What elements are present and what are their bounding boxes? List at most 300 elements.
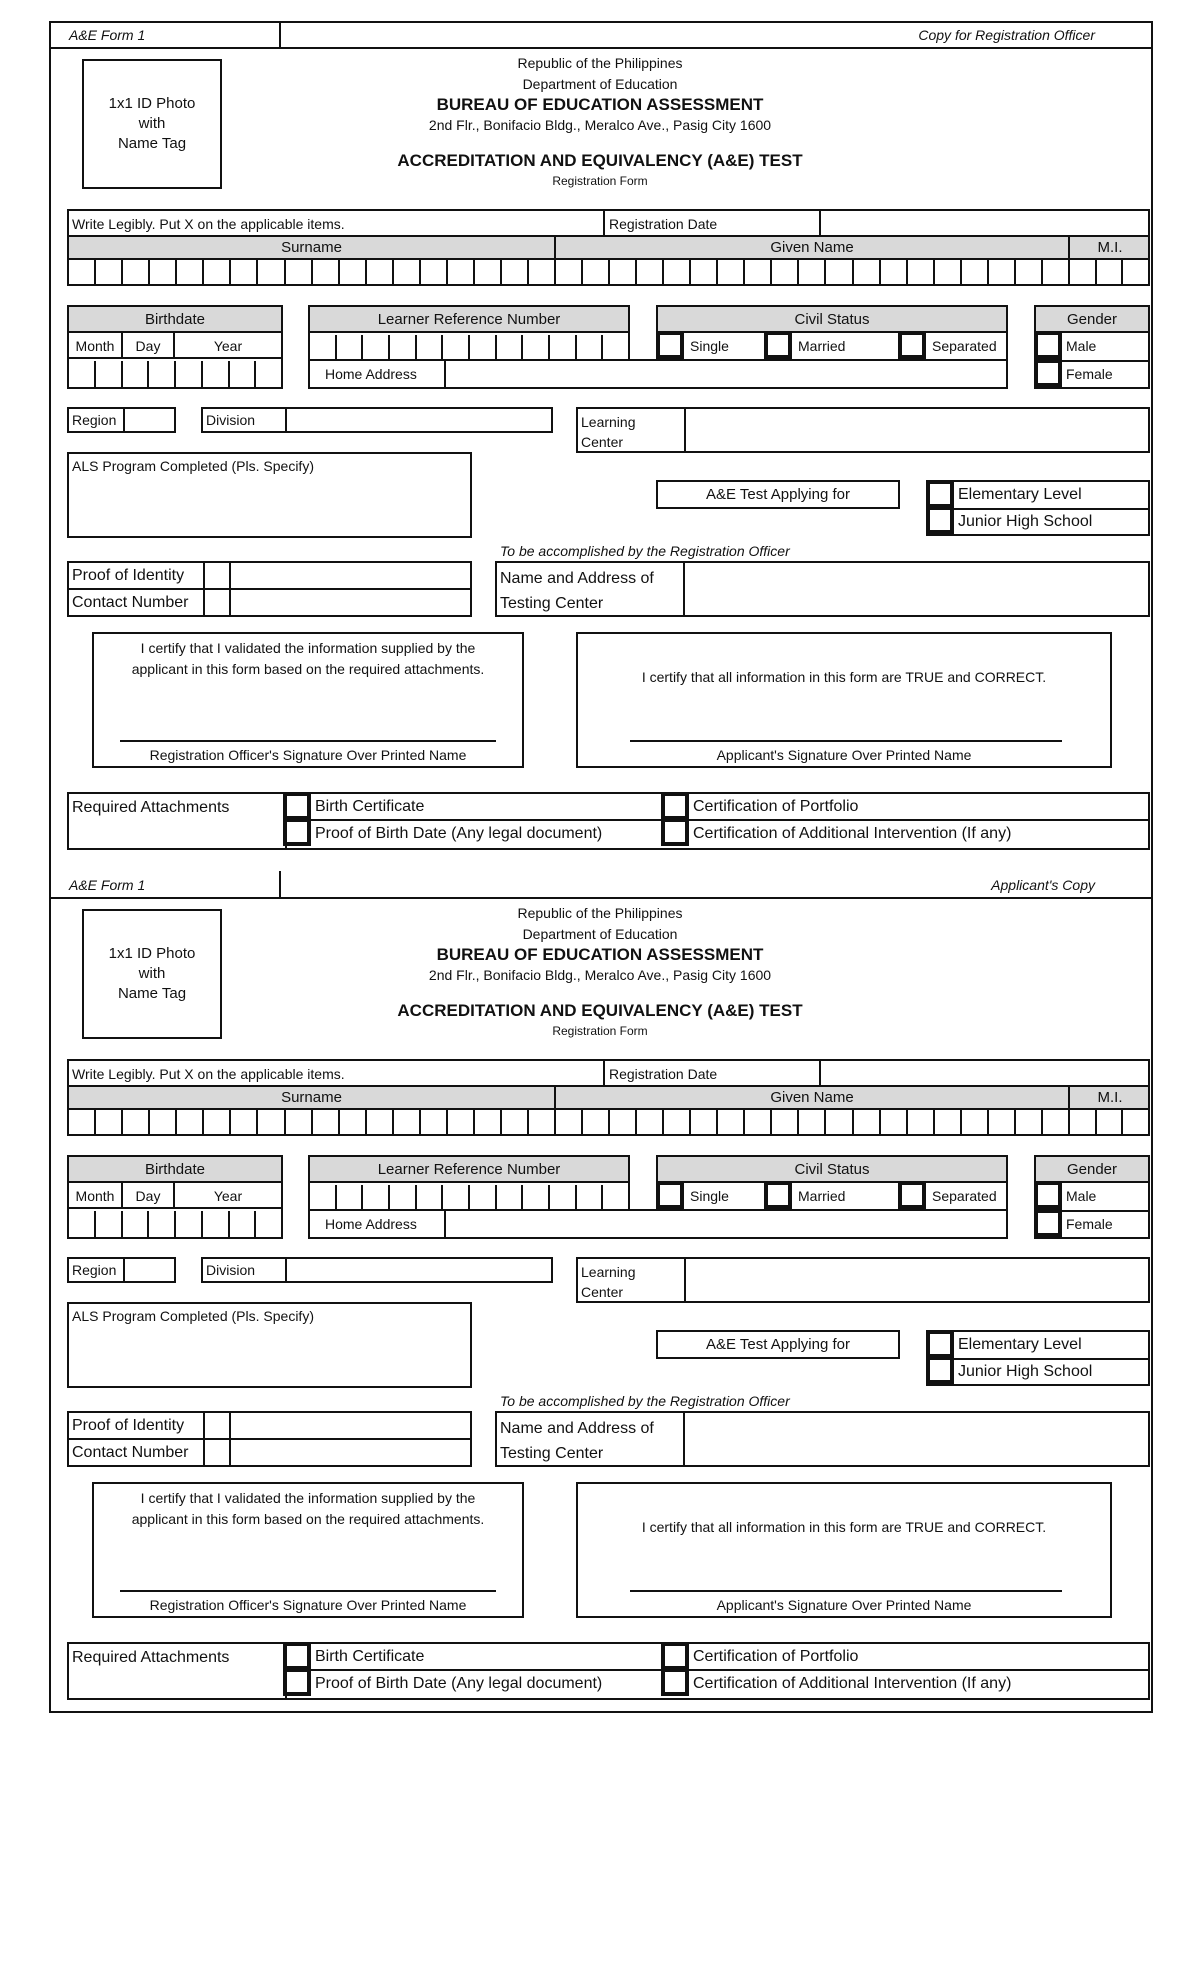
character-cell[interactable] (718, 260, 745, 284)
certification-of-portfolio-checkbox[interactable] (661, 792, 689, 820)
character-cell[interactable] (367, 260, 394, 284)
character-cell[interactable] (881, 1110, 908, 1134)
home-address-label: Home Address (325, 366, 417, 382)
character-cell[interactable] (745, 260, 772, 284)
copy-label: Copy for Registration Officer (918, 27, 1095, 43)
form-code: A&E Form 1 (69, 27, 146, 43)
elementary-level-checkbox[interactable] (926, 1330, 954, 1358)
character-cell[interactable] (123, 1211, 150, 1237)
character-cell[interactable] (577, 335, 604, 359)
character-cell[interactable] (230, 1211, 257, 1237)
officer-signature-line[interactable] (120, 1590, 496, 1592)
character-cell[interactable] (475, 260, 502, 284)
female-label: Female (1066, 1216, 1113, 1232)
learning-center-label (581, 412, 636, 452)
testing-center-label-line2: Testing Center (500, 595, 604, 612)
character-cell[interactable] (556, 1110, 583, 1134)
male-checkbox[interactable] (1034, 1181, 1062, 1209)
proof-of-identity-field[interactable] (231, 1413, 470, 1438)
form-subtitle: Registration Form (552, 1024, 648, 1038)
junior-high-school-checkbox[interactable] (926, 1356, 954, 1384)
certification-of-portfolio-label: Certification of Portfolio (693, 1648, 859, 1665)
civil-status-header: Civil Status (658, 307, 1006, 333)
character-cell[interactable] (502, 1110, 529, 1134)
surname-header: Surname (281, 1089, 342, 1106)
female-checkbox[interactable] (1034, 359, 1062, 387)
als-program-label: ALS Program Completed (Pls. Specify) (72, 458, 314, 474)
proof-of-birth-date-checkbox[interactable] (283, 818, 311, 846)
mi-cells[interactable] (1070, 260, 1148, 284)
character-cell[interactable] (337, 335, 364, 359)
learning-center-label (581, 1262, 636, 1302)
officer-certification-box (92, 632, 524, 768)
character-cell[interactable] (908, 1110, 935, 1134)
name-cells-row (67, 258, 1150, 286)
learning-center-row (576, 1257, 1150, 1303)
character-cell[interactable] (286, 260, 313, 284)
character-cell[interactable] (523, 1185, 550, 1209)
character-cell[interactable] (96, 260, 123, 284)
character-cell[interactable] (394, 1110, 421, 1134)
form-header (300, 902, 900, 1040)
region-row (67, 407, 176, 433)
als-program-label: ALS Program Completed (Pls. Specify) (72, 1308, 314, 1324)
region-label: Region (72, 412, 117, 428)
character-cell[interactable] (231, 260, 258, 284)
division-label: Division (206, 1262, 256, 1278)
header-bureau: BUREAU OF EDUCATION ASSESSMENT (436, 945, 764, 964)
learning-center-field[interactable] (686, 409, 1148, 451)
testing-center-label (500, 1416, 654, 1466)
separated-checkbox[interactable] (898, 1181, 926, 1209)
applicant-signature-line[interactable] (630, 740, 1062, 742)
registration-date-label: Registration Date (609, 1066, 718, 1082)
birth-certificate-checkbox[interactable] (283, 792, 311, 820)
officer-cert-line2: applicant in this form based on the required attachments. (131, 661, 485, 677)
form-title: ACCREDITATION AND EQUIVALENCY (A&E) TEST (397, 151, 803, 170)
month-label: Month (75, 1188, 115, 1204)
character-cell[interactable] (550, 335, 577, 359)
character-cell[interactable] (1097, 1110, 1124, 1134)
identity-contact-block (67, 561, 472, 617)
photo-line-2: with (138, 965, 166, 982)
header-department: Department of Education (522, 76, 678, 92)
birth-certificate-checkbox[interactable] (283, 1642, 311, 1670)
character-cell[interactable] (363, 1185, 390, 1209)
year-label: Year (213, 1188, 243, 1204)
character-cell[interactable] (691, 1110, 718, 1134)
character-cell[interactable] (1043, 1110, 1068, 1134)
proof-of-birth-date-checkbox[interactable] (283, 1668, 311, 1696)
character-cell[interactable] (177, 1110, 204, 1134)
gender-header: Gender (1036, 307, 1148, 333)
character-cell[interactable] (176, 1211, 203, 1237)
certification-of-portfolio-checkbox[interactable] (661, 1642, 689, 1670)
proof-of-birth-date-label: Proof of Birth Date (Any legal document) (315, 1675, 603, 1692)
birthdate-header: Birthdate (69, 1157, 281, 1183)
proof-of-identity-field[interactable] (231, 563, 470, 588)
required-attachments-block (67, 792, 1150, 850)
division-field[interactable] (287, 409, 551, 431)
division-row (201, 407, 553, 433)
character-cell[interactable] (854, 260, 881, 284)
character-cell[interactable] (610, 260, 637, 284)
officer-note: To be accomplished by the Registration Officer (500, 1393, 790, 1409)
form-code-strip (49, 21, 1153, 49)
home-address-row (308, 359, 1008, 389)
character-cell[interactable] (881, 260, 908, 284)
character-cell[interactable] (691, 260, 718, 284)
male-label: Male (1066, 338, 1097, 354)
testing-center-row (495, 1411, 1150, 1467)
division-row (201, 1257, 553, 1283)
character-cell[interactable] (96, 1110, 123, 1134)
elementary-level-label: Elementary Level (958, 486, 1082, 503)
character-cell[interactable] (497, 335, 524, 359)
birthdate-header: Birthdate (69, 307, 281, 333)
region-field[interactable] (125, 409, 174, 431)
character-cell[interactable] (340, 1110, 367, 1134)
given-name-cells[interactable] (556, 260, 1070, 284)
officer-cert-text (94, 1488, 522, 1530)
applicant-certification-box (576, 632, 1112, 768)
character-cell[interactable] (286, 1110, 313, 1134)
married-label: Married (798, 338, 846, 354)
civil-status-block (656, 305, 1008, 361)
female-checkbox[interactable] (1034, 1209, 1062, 1237)
character-cell[interactable] (258, 1110, 285, 1134)
character-cell[interactable] (826, 1110, 853, 1134)
character-cell[interactable] (443, 1185, 470, 1209)
junior-high-school-label: Junior High School (958, 1363, 1093, 1380)
character-cell[interactable] (529, 1110, 554, 1134)
officer-cert-line1: I certify that I validated the information supplied by the (140, 640, 476, 656)
month-label: Month (75, 338, 115, 354)
contact-number-field[interactable] (231, 1440, 470, 1465)
name-header-row (67, 235, 1150, 258)
form-header (300, 52, 900, 190)
character-cell[interactable] (962, 1110, 989, 1134)
character-cell[interactable] (390, 335, 417, 359)
character-cell[interactable] (363, 335, 390, 359)
certification-of-additional-intervention-checkbox[interactable] (661, 1668, 689, 1696)
name-header-row (67, 1085, 1150, 1108)
division-label: Division (206, 412, 256, 428)
lrn-header: Learner Reference Number (310, 307, 628, 333)
character-cell[interactable] (799, 260, 826, 284)
id-photo-box (82, 59, 222, 189)
identity-contact-block (67, 1411, 472, 1467)
contact-number-label: Contact Number (72, 593, 189, 611)
contact-number-field[interactable] (231, 590, 470, 615)
als-program-box[interactable] (67, 452, 472, 538)
character-cell[interactable] (610, 1110, 637, 1134)
certification-of-portfolio-label: Certification of Portfolio (693, 798, 859, 815)
character-cell[interactable] (772, 260, 799, 284)
test-level-block (926, 480, 1150, 536)
character-cell[interactable] (96, 361, 123, 387)
character-cell[interactable] (1070, 1110, 1097, 1134)
registration-date-field[interactable] (821, 1061, 1150, 1087)
birthdate-cells[interactable] (69, 361, 281, 387)
birth-certificate-label: Birth Certificate (315, 1648, 425, 1665)
character-cell[interactable] (176, 361, 203, 387)
required-attachments-label: Required Attachments (72, 1649, 230, 1666)
character-cell[interactable] (718, 1110, 745, 1134)
character-cell[interactable] (203, 361, 230, 387)
character-cell[interactable] (69, 1211, 96, 1237)
learning-center-label-line2: Center (581, 1284, 624, 1300)
form-subtitle: Registration Form (552, 174, 648, 188)
officer-cert-line1: I certify that I validated the information supplied by the (140, 1490, 476, 1506)
given-name-cells[interactable] (556, 1110, 1070, 1134)
character-cell[interactable] (826, 260, 853, 284)
instruction-text: Write Legibly. Put X on the applicable items. (72, 1066, 345, 1082)
character-cell[interactable] (310, 1185, 337, 1209)
character-cell[interactable] (149, 1211, 176, 1237)
contact-number-label: Contact Number (72, 1443, 189, 1461)
character-cell[interactable] (664, 1110, 691, 1134)
character-cell[interactable] (745, 1110, 772, 1134)
character-cell[interactable] (390, 1185, 417, 1209)
testing-center-label-line1: Name and Address of (500, 570, 654, 587)
junior-high-school-checkbox[interactable] (926, 506, 954, 534)
surname-cells[interactable] (69, 1110, 556, 1134)
form-title: ACCREDITATION AND EQUIVALENCY (A&E) TEST (397, 1001, 803, 1020)
character-cell[interactable] (583, 1110, 610, 1134)
officer-cert-text (94, 638, 522, 680)
given-name-header: Given Name (770, 239, 854, 256)
character-cell[interactable] (1123, 1110, 1148, 1134)
character-cell[interactable] (149, 361, 176, 387)
character-cell[interactable] (935, 1110, 962, 1134)
mi-header: M.I. (1097, 1089, 1123, 1106)
male-label: Male (1066, 1188, 1097, 1204)
married-checkbox[interactable] (764, 1181, 792, 1209)
character-cell[interactable] (989, 260, 1016, 284)
character-cell[interactable] (448, 1110, 475, 1134)
character-cell[interactable] (394, 260, 421, 284)
given-name-header: Given Name (770, 1089, 854, 1106)
character-cell[interactable] (1123, 260, 1148, 284)
character-cell[interactable] (256, 361, 281, 387)
testing-center-field[interactable] (685, 1413, 1148, 1465)
testing-center-label-line2: Testing Center (500, 1445, 604, 1462)
separated-checkbox[interactable] (898, 331, 926, 359)
elementary-level-label: Elementary Level (958, 1336, 1082, 1353)
officer-cert-line2: applicant in this form based on the required attachments. (131, 1511, 485, 1527)
civil-status-block (656, 1155, 1008, 1211)
learning-center-label-line1: Learning (581, 1264, 636, 1280)
character-cell[interactable] (1097, 260, 1124, 284)
character-cell[interactable] (908, 260, 935, 284)
certification-of-additional-intervention-label: Certification of Additional Intervention (If any) (693, 825, 1012, 842)
single-checkbox[interactable] (656, 331, 684, 359)
character-cell[interactable] (204, 1110, 231, 1134)
testing-center-field[interactable] (685, 563, 1148, 615)
gender-block (1034, 1155, 1150, 1239)
instruction-row (67, 209, 1150, 237)
elementary-level-checkbox[interactable] (926, 480, 954, 508)
civil-status-header: Civil Status (658, 1157, 1006, 1183)
character-cell[interactable] (313, 260, 340, 284)
character-cell[interactable] (421, 1110, 448, 1134)
character-cell[interactable] (550, 1185, 577, 1209)
photo-line-1: 1x1 ID Photo (108, 945, 196, 962)
character-cell[interactable] (556, 260, 583, 284)
applicant-signature-line[interactable] (630, 1590, 1062, 1592)
name-cells-row (67, 1108, 1150, 1136)
character-cell[interactable] (313, 1110, 340, 1134)
region-row (67, 1257, 176, 1283)
character-cell[interactable] (470, 1185, 497, 1209)
id-photo-box (82, 909, 222, 1039)
character-cell[interactable] (603, 1185, 628, 1209)
home-address-field[interactable] (446, 1211, 1006, 1237)
applicant-cert-text: I certify that all information in this form are TRUE and CORRECT. (641, 1519, 1047, 1535)
character-cell[interactable] (583, 260, 610, 284)
character-cell[interactable] (497, 1185, 524, 1209)
header-department: Department of Education (522, 926, 678, 942)
character-cell[interactable] (448, 260, 475, 284)
photo-line-3: Name Tag (117, 985, 187, 1002)
division-field[interactable] (287, 1259, 551, 1281)
header-republic: Republic of the Philippines (517, 55, 683, 71)
character-cell[interactable] (1043, 260, 1068, 284)
photo-line-2: with (138, 115, 166, 132)
character-cell[interactable] (96, 1211, 123, 1237)
registration-date-field[interactable] (821, 211, 1150, 237)
character-cell[interactable] (1016, 260, 1043, 284)
character-cell[interactable] (69, 260, 96, 284)
applicant-cert-text: I certify that all information in this form are TRUE and CORRECT. (641, 669, 1047, 685)
lrn-cells[interactable] (310, 1185, 628, 1209)
proof-of-identity-label: Proof of Identity (72, 566, 185, 584)
character-cell[interactable] (123, 361, 150, 387)
mi-header: M.I. (1097, 239, 1123, 256)
officer-signature-line[interactable] (120, 740, 496, 742)
character-cell[interactable] (69, 361, 96, 387)
character-cell[interactable] (123, 260, 150, 284)
lrn-cells[interactable] (310, 335, 628, 359)
officer-note: To be accomplished by the Registration Officer (500, 543, 790, 559)
photo-line-1: 1x1 ID Photo (108, 95, 196, 112)
copy-label: Applicant's Copy (991, 877, 1095, 893)
officer-signature-caption: Registration Officer's Signature Over Printed Name (149, 1597, 467, 1613)
character-cell[interactable] (310, 335, 337, 359)
character-cell[interactable] (577, 1185, 604, 1209)
home-address-field[interactable] (446, 361, 1006, 387)
single-label: Single (690, 1188, 729, 1204)
certification-of-additional-intervention-checkbox[interactable] (661, 818, 689, 846)
character-cell[interactable] (603, 335, 628, 359)
birthdate-block (67, 305, 283, 389)
birthdate-cells[interactable] (69, 1211, 281, 1237)
mi-cells[interactable] (1070, 1110, 1148, 1134)
character-cell[interactable] (203, 1211, 230, 1237)
proof-of-birth-date-label: Proof of Birth Date (Any legal document) (315, 825, 603, 842)
test-applying-label: A&E Test Applying for (656, 480, 900, 509)
registration-date-label: Registration Date (609, 216, 718, 232)
character-cell[interactable] (502, 260, 529, 284)
als-program-box[interactable] (67, 1302, 472, 1388)
surname-cells[interactable] (69, 260, 556, 284)
instruction-text: Write Legibly. Put X on the applicable items. (72, 216, 345, 232)
region-label: Region (72, 1262, 117, 1278)
character-cell[interactable] (443, 335, 470, 359)
character-cell[interactable] (367, 1110, 394, 1134)
day-label: Day (135, 338, 161, 354)
officer-certification-box (92, 1482, 524, 1618)
character-cell[interactable] (150, 260, 177, 284)
character-cell[interactable] (637, 260, 664, 284)
home-address-row (308, 1209, 1008, 1239)
character-cell[interactable] (772, 1110, 799, 1134)
character-cell[interactable] (470, 335, 497, 359)
married-checkbox[interactable] (764, 331, 792, 359)
region-field[interactable] (125, 1259, 174, 1281)
character-cell[interactable] (231, 1110, 258, 1134)
character-cell[interactable] (337, 1185, 364, 1209)
character-cell[interactable] (1070, 260, 1097, 284)
character-cell[interactable] (854, 1110, 881, 1134)
character-cell[interactable] (799, 1110, 826, 1134)
gender-header: Gender (1036, 1157, 1148, 1183)
certification-of-additional-intervention-label: Certification of Additional Intervention (If any) (693, 1675, 1012, 1692)
separated-label: Separated (932, 1188, 997, 1204)
character-cell[interactable] (962, 260, 989, 284)
character-cell[interactable] (989, 1110, 1016, 1134)
applicant-signature-caption: Applicant's Signature Over Printed Name (716, 747, 972, 763)
character-cell[interactable] (230, 361, 257, 387)
character-cell[interactable] (123, 1110, 150, 1134)
character-cell[interactable] (529, 260, 554, 284)
character-cell[interactable] (258, 260, 285, 284)
registration-officer-copy (0, 0, 1200, 850)
day-label: Day (135, 1188, 161, 1204)
single-label: Single (690, 338, 729, 354)
male-checkbox[interactable] (1034, 331, 1062, 359)
year-label: Year (213, 338, 243, 354)
surname-header: Surname (281, 239, 342, 256)
female-label: Female (1066, 366, 1113, 382)
character-cell[interactable] (935, 260, 962, 284)
header-republic: Republic of the Philippines (517, 905, 683, 921)
character-cell[interactable] (256, 1211, 281, 1237)
gender-block (1034, 305, 1150, 389)
character-cell[interactable] (417, 335, 444, 359)
character-cell[interactable] (523, 335, 550, 359)
single-checkbox[interactable] (656, 1181, 684, 1209)
character-cell[interactable] (421, 260, 448, 284)
character-cell[interactable] (1016, 1110, 1043, 1134)
proof-of-identity-label: Proof of Identity (72, 1416, 185, 1434)
testing-center-label (500, 566, 654, 616)
character-cell[interactable] (637, 1110, 664, 1134)
married-label: Married (798, 1188, 846, 1204)
character-cell[interactable] (204, 260, 231, 284)
character-cell[interactable] (475, 1110, 502, 1134)
character-cell[interactable] (150, 1110, 177, 1134)
header-address: 2nd Flr., Bonifacio Bldg., Meralco Ave., Pasig City 1600 (428, 967, 772, 983)
learning-center-field[interactable] (686, 1259, 1148, 1301)
character-cell[interactable] (177, 260, 204, 284)
separated-label: Separated (932, 338, 997, 354)
character-cell[interactable] (340, 260, 367, 284)
character-cell[interactable] (417, 1185, 444, 1209)
character-cell[interactable] (69, 1110, 96, 1134)
character-cell[interactable] (664, 260, 691, 284)
